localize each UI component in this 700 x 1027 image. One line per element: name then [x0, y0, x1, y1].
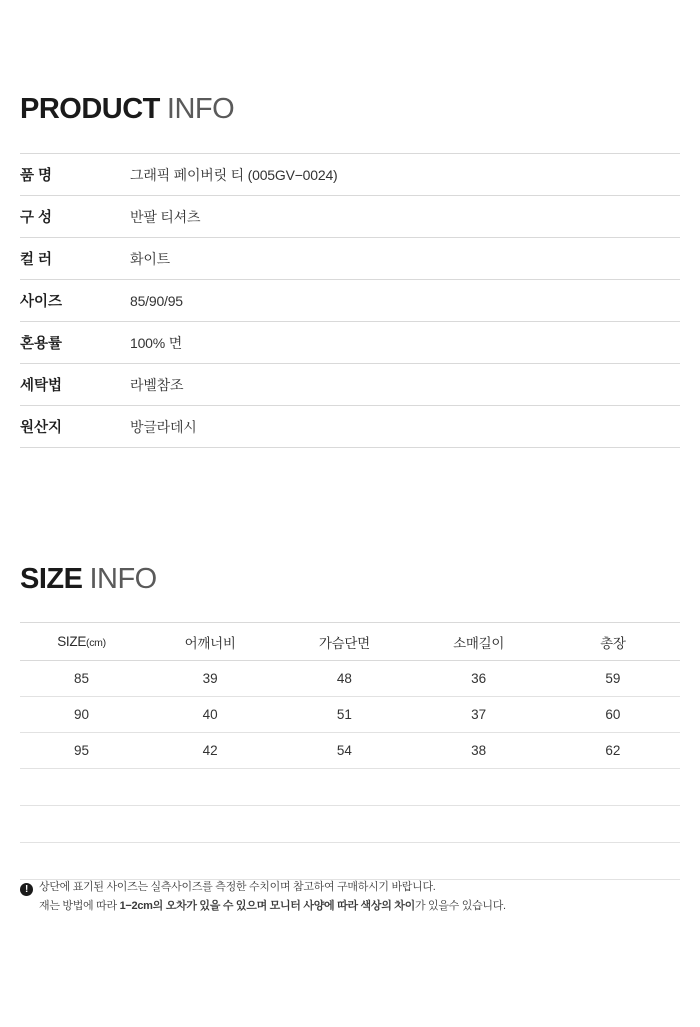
product-info-value: 85/90/95 — [130, 292, 183, 309]
shoulder-column-header: 어깨너비 — [184, 635, 236, 651]
sleeve-column-header: 소매길이 — [453, 635, 505, 651]
product-info-label: 세탁법 — [20, 378, 63, 394]
product-info-label: 컬 러 — [20, 252, 53, 268]
product-info-heading-light: INFO — [166, 93, 235, 125]
size-notice — [20, 878, 680, 917]
chest-cell: 54 — [336, 743, 352, 758]
product-info-table — [20, 153, 680, 448]
product-info-heading-strong: PRODUCT — [20, 93, 160, 125]
size-info-heading — [20, 565, 157, 594]
table-row — [20, 322, 680, 364]
notice-line-1: 상단에 표기된 사이즈는 실측사이즈를 측정한 수치이며 참고하여 구매하시기 바랍니다. — [39, 881, 436, 893]
notice-line-2-a: 재는 방법에 따라 — [39, 900, 120, 913]
product-info-label: 원산지 — [20, 420, 63, 436]
table-row-empty — [20, 769, 680, 806]
length-cell: 62 — [605, 743, 621, 758]
table-row — [20, 697, 680, 733]
size-cell: 95 — [74, 743, 90, 758]
shoulder-cell: 42 — [202, 743, 218, 758]
table-header-row — [20, 623, 680, 661]
table-row — [20, 238, 680, 280]
notice-line-2 — [39, 897, 680, 916]
table-row — [20, 154, 680, 196]
sleeve-cell: 38 — [471, 743, 487, 758]
product-info-label: 구 성 — [20, 210, 53, 226]
product-info-value: 라벨참조 — [130, 376, 184, 393]
size-column-header-unit: (cm) — [86, 637, 106, 649]
notice-line-2-c: 가 있을수 있습니다. — [414, 900, 506, 913]
product-info-label: 혼용률 — [20, 336, 63, 352]
length-cell: 60 — [605, 707, 621, 722]
sleeve-cell: 37 — [471, 707, 487, 722]
product-info-value: 반팔 티셔츠 — [130, 208, 201, 225]
table-row — [20, 196, 680, 238]
table-row-empty — [20, 843, 680, 880]
length-column-header: 총장 — [600, 635, 626, 651]
shoulder-cell: 40 — [202, 707, 218, 722]
size-column-header-label: SIZE — [57, 634, 87, 649]
size-cell: 85 — [74, 671, 90, 686]
sleeve-cell: 36 — [471, 671, 487, 686]
product-info-value: 방글라데시 — [130, 418, 197, 435]
size-cell: 90 — [74, 707, 90, 722]
size-column-header — [20, 623, 143, 661]
product-info-label: 품 명 — [20, 168, 53, 184]
product-info-value: 그래픽 페이버릿 티 (005GV−0024) — [130, 166, 338, 183]
product-info-value: 100% 면 — [130, 334, 183, 351]
table-row-empty — [20, 806, 680, 843]
length-cell: 59 — [605, 671, 621, 686]
product-info-value: 화이트 — [130, 250, 170, 267]
table-row — [20, 280, 680, 322]
chest-cell: 51 — [336, 707, 352, 722]
table-row — [20, 661, 680, 697]
table-row — [20, 733, 680, 769]
shoulder-cell: 39 — [202, 671, 218, 686]
size-info-heading-light: INFO — [89, 563, 157, 595]
size-info-table — [20, 622, 680, 880]
notice-line-2-emphasis: 1−2cm의 오차가 있을 수 있으며 모니터 사양에 따라 색상의 차이 — [119, 900, 415, 913]
size-info-heading-strong: SIZE — [20, 563, 83, 595]
product-info-label: 사이즈 — [20, 294, 63, 310]
chest-cell: 48 — [336, 671, 352, 686]
table-row — [20, 406, 680, 448]
chest-column-header: 가슴단면 — [318, 635, 370, 651]
product-info-heading — [20, 95, 234, 124]
table-row — [20, 364, 680, 406]
exclamation-icon: ! — [20, 883, 33, 896]
